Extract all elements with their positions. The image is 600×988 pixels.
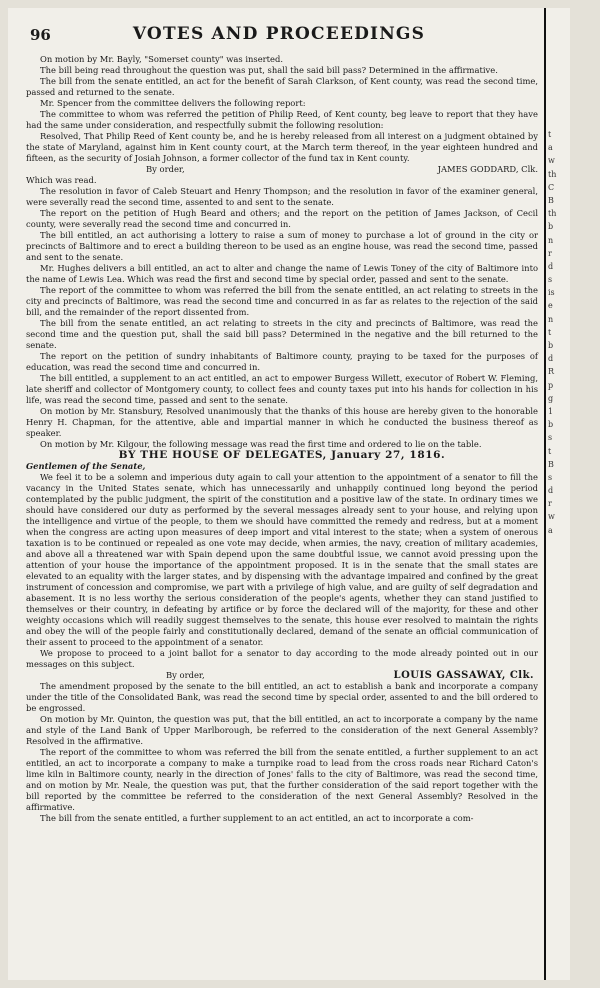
message-paragraph: We propose to proceed to a joint ballot for a senator to day according to the mode already pointed out in our messages on this subject. (26, 648, 538, 669)
page-number: 96 (30, 26, 51, 44)
gutter-fragment: d (548, 354, 554, 364)
gutter-fragment: s (548, 275, 553, 285)
paragraph: On motion by Mr. Bayly, "Somerset county" was inserted. (40, 54, 284, 64)
paragraph: The report of the committee to whom was referred the bill from the senate entitled, an act relating to streets in the city and precincts of Baltimore, was read the second time and concurred in as far as relates to the rejection of the said bill, and the remainder of the report dissented from. (26, 285, 538, 317)
which-was-read: Which was read. (26, 175, 97, 185)
gutter-fragment: R (548, 367, 555, 377)
gutter-fragment: B (548, 195, 554, 205)
binding-edge (544, 8, 546, 980)
gutter-fragment: a (548, 525, 553, 535)
gutter-fragment: b (548, 341, 554, 350)
gutter-fragment: e (548, 301, 553, 311)
paragraph: The bill entitled, a supplement to an act entitled, an act to empower Burgess Willett, executor of Robert W. Fleming, late sheriff and collector of Montgomery county, to collect fees and county taxes put into his hands for collection in his life, was read the second time, passed and sent to the senate. (26, 373, 538, 405)
paragraph: Mr. Hughes delivers a bill entitled, an act to alter and change the name of Lewis Toney of the city of Baltimore into the name of Lewis Lea. Which was read the first and second time by special order, passed and sent to the senate. (26, 263, 538, 284)
gutter-fragment: t (548, 327, 552, 337)
top-section (26, 54, 538, 164)
gutter-fragment: w (548, 512, 555, 522)
by-order-label: By order, (146, 164, 185, 174)
gutter-fragment: is (548, 288, 555, 298)
page-title: VOTES AND PROCEEDINGS (132, 24, 426, 44)
gutter-fragment: g (548, 393, 554, 403)
gutter-fragment: n (548, 314, 554, 324)
paragraph: The report of the committee to whom was referred the bill from the senate entitled, a further supplement to an act entitled, an act to incorporate a company to make a turnpike road to lead from the cross roads near Richard Caton's lime kiln in Baltimore county, nearly in the direction of Jones' falls to the city of Baltimore, was read the second time, and on motion by Mr. Neale, the question was put, that the further consideration of the said report together with the bill reported by the committee be referred to the consideration of the next General Assembly? Resolved in the affirmative. (26, 747, 538, 812)
bottom-section (26, 681, 538, 824)
message-section (26, 472, 538, 670)
paragraph: On motion by Mr. Stansbury, Resolved unanimously that the thanks of this house are hereby given to the honorable Henry H. Chapman, for the attentive, able and impartial manner in which he conducted the business thereof as speaker. (26, 406, 538, 438)
gutter-fragment: d (548, 486, 554, 496)
gutter-fragment: s (548, 472, 553, 482)
adjacent-page-fragments (548, 128, 570, 537)
gutter-fragment: th (548, 209, 557, 219)
paragraph: The bill entitled, an act authorising a lottery to raise a sum of money to purchase a lot of ground in the city or precincts of Baltimore and to erect a building thereon to be used as an engine house, was read the second time, passed and sent to the senate. (26, 230, 538, 262)
paragraph: The bill from the senate entitled, a further supplement to an act entitled, an act to incorporate a com- (40, 813, 474, 823)
paragraph: The bill from the senate entitled, an act relating to streets in the city and precincts of Baltimore, was read the second time and the question put, shall the said bill pass? Determined in the negative and the bill returned to the senate. (26, 318, 538, 350)
page-header (18, 22, 540, 44)
paragraph: On motion by Mr. Quinton, the question was put, that the bill entitled, an act to incorporate a company by the name and style of the Land Bank of Upper Marlborough, be referred to the consideration of the next General Assembly? Resolved in the affirmative. (26, 714, 538, 746)
gutter-fragment: r (548, 499, 552, 509)
document-body (26, 54, 538, 824)
paragraph: The resolution in favor of Caleb Steuart and Henry Thompson; and the resolution in favor of the examiner general, were severally read the second time, assented to and sent to the senate. (26, 186, 538, 207)
paragraph: Mr. Spencer from the committee delivers the following report: (40, 98, 306, 108)
clerk-name-2: LOUIS GASSAWAY, Clk. (393, 670, 534, 681)
gutter-fragment: C (548, 182, 555, 192)
paragraph: The committee to whom was referred the petition of Philip Reed, of Kent county, beg leave to report that they have had the same under consideration, and respectfully submit the following resolution: (26, 109, 538, 130)
gutter-fragment: b (548, 420, 554, 430)
gutter-fragment: w (548, 156, 555, 166)
signature-block-2 (26, 670, 538, 681)
section-heading: BY THE HOUSE OF DELEGATES, January 27, 1816. (118, 449, 446, 461)
gutter-fragment: r (548, 248, 552, 258)
middle-section (26, 186, 538, 450)
gutter-fragment: s (548, 433, 553, 443)
gutter-fragment: d (548, 261, 554, 271)
paragraph: Resolved, That Philip Reed of Kent county be, and he is hereby released from all interest on a judgment obtained by the state of Maryland, against him in Kent county court, at the March term thereof, in the year eighteen hundred and fifteen, as the security of Josiah Johnson, a former collector of the fund tax in Kent county. (26, 131, 538, 163)
gutter-fragment: B (548, 459, 554, 469)
paragraph: The bill from the senate entitled, an act for the benefit of Sarah Clarkson, of Kent county, was read the second time, passed and returned to the senate. (26, 76, 538, 97)
gutter-fragment: p (548, 380, 554, 390)
gutter-fragment: n (548, 235, 554, 245)
paragraph: The report on the petition of sundry inhabitants of Baltimore county, praying to be taxed for the purposes of education, was read the second time and concurred in. (26, 351, 538, 372)
document-page (8, 8, 570, 980)
gutter-fragment: a (548, 143, 553, 153)
gutter-fragment: 1 (548, 406, 554, 416)
gutter-fragment: th (548, 169, 557, 179)
paragraph: The report on the petition of Hugh Beard and others; and the report on the petition of James Jackson, of Cecil county, were severally read the second time and concurred in. (26, 208, 538, 229)
gutter-fragment: b (548, 222, 554, 232)
message-paragraph: We feel it to be a solemn and imperious duty again to call your attention to the appointment of a senator to fill the vacancy in the United States senate, which has unnecessarily and unhappily continued long beyond the period contemplated by the public judgment, the spirit of the constitution and a positive law of the state. In ordinary times we should have considered our duty as performed by the several messages already sent to your house, and relying upon the intelligence and virtue of the people, to them we should have committed the remedy and redress, but at a moment when the congress are acting upon measures of deep import and vital interest to the state; when a system of onerous taxation is to be continued or repealed as one vote may decide, when armies, the navy, creation of military academies, and above all a threatened war with Spain depend upon the same doubtful issue, we cannot avoid pressing upon the attention of your house the importance of the appointment proposed. It is in the senate that the small states are elevated to an equality with the larger states, and by dispensing with the advantage impaired and confined by the great instrument of concession and compromise, we part with a privilege of high value, and are guilty of self degradation and abasement. It is no less worthy the serious consideration of the people's agents, whether they can stand justified to themselves or their country, in defeating by artifice or by force the declared will of the majority, for these and other weighty occasions which will readily suggest themselves to the senate, this house ever resolved to maintain the rights and obey the will of the people fairly and constitutionally declared, demand of the senate an official communication of their assent to proceed to the appointment of a senator. (26, 472, 538, 647)
paragraph: The bill being read throughout the question was put, shall the said bill pass? Determined in the affirmative. (40, 65, 498, 75)
gutter-fragment: t (548, 446, 552, 456)
salutation: Gentlemen of the Senate, (26, 461, 146, 471)
signature-block-1 (26, 164, 538, 175)
by-order-label-2: By order, (166, 670, 205, 680)
gutter-fragment: t (548, 130, 552, 139)
paragraph: On motion by Mr. Kilgour, the following message was read the first time and ordered to lie on the table. (40, 439, 482, 449)
paragraph: The amendment proposed by the senate to the bill entitled, an act to establish a bank and incorporate a company under the title of the Consolidated Bank, was read the second time by special order, assented to and the bill ordered to be engrossed. (26, 681, 538, 713)
clerk-name: JAMES GODDARD, Clk. (437, 164, 538, 174)
